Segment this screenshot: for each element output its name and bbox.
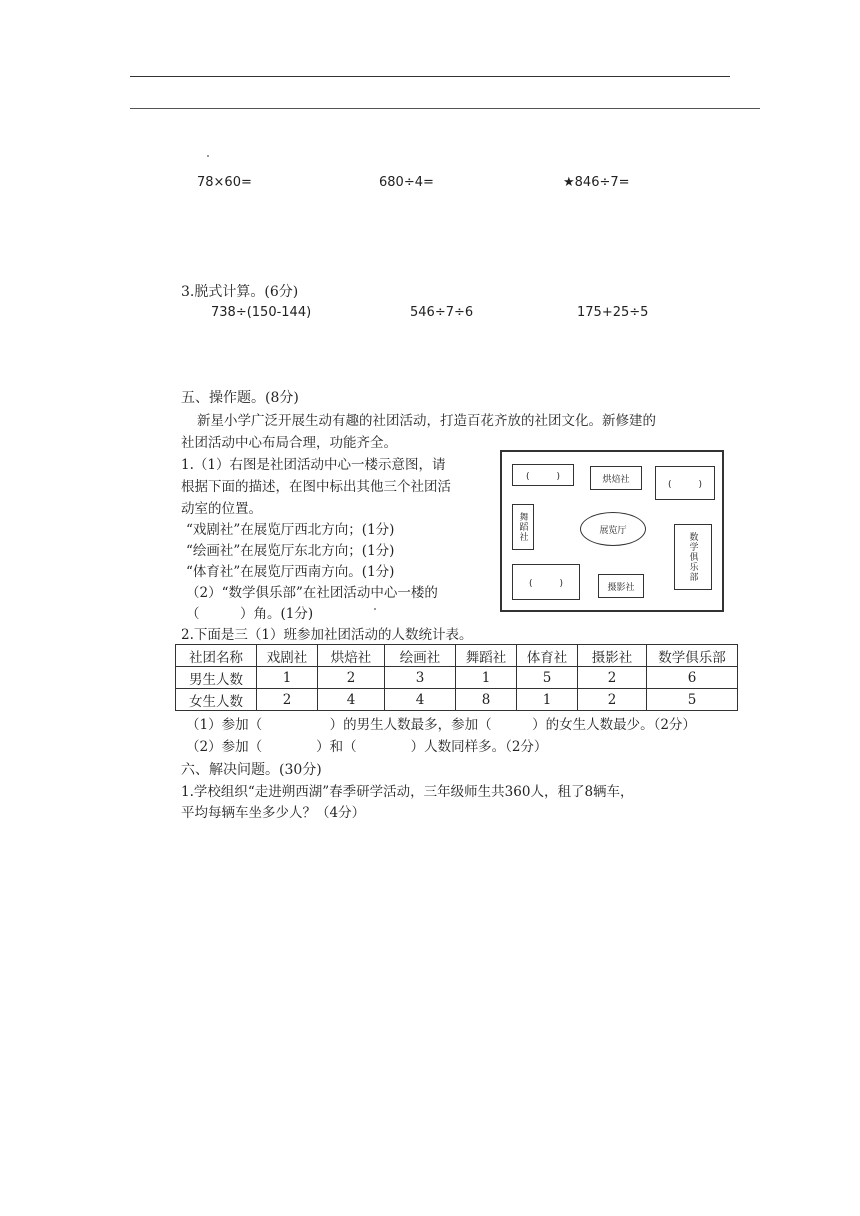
speck xyxy=(207,155,209,157)
table-header-cell: 体育社 xyxy=(517,645,578,667)
table-cell: 4 xyxy=(318,689,385,711)
table-cell: 5 xyxy=(647,689,738,711)
hint-drama: “戏剧社”在展览厅西北方向；(1分) xyxy=(186,522,395,538)
table-cell: 男生人数 xyxy=(176,667,257,689)
table-header-cell: 摄影社 xyxy=(578,645,647,667)
table-cell: 8 xyxy=(456,689,517,711)
hint-painting: “绘画社”在展览厅东北方向；(1分) xyxy=(186,543,395,559)
table-cell: 4 xyxy=(385,689,456,711)
section5-intro-line1: 新星小学广泛开展生动有趣的社团活动，打造百花齐放的社团文化。新修建的 xyxy=(197,413,656,429)
q2-part2: （2）参加（ ）和（ ）人数同样多。（2分） xyxy=(186,739,548,755)
section3-item-3: 175+25÷5 xyxy=(577,305,649,320)
table-cell: 1 xyxy=(456,667,517,689)
map-room-blank-ne: ( ) xyxy=(655,466,715,500)
table-header-row xyxy=(176,645,738,667)
map-room-math-club: 数学俱乐部 xyxy=(674,524,712,590)
section3-item-2: 546÷7÷6 xyxy=(410,305,474,320)
table-cell: 5 xyxy=(517,667,578,689)
table-cell: 2 xyxy=(257,689,318,711)
table-cell: 1 xyxy=(257,667,318,689)
section5-intro-line2: 社团活动中心布局合理，功能齐全。 xyxy=(181,435,397,451)
map-hall: 展览厅 xyxy=(580,512,646,546)
speck xyxy=(374,608,376,610)
table-cell: 3 xyxy=(385,667,456,689)
q1-line1: 1.（1）右图是社团活动中心一楼示意图，请 xyxy=(181,457,446,473)
table-header-cell: 社团名称 xyxy=(176,645,257,667)
header-rule-bottom xyxy=(130,108,760,109)
calc-item-3: ★846÷7= xyxy=(563,175,630,190)
q1-line3: 动室的位置。 xyxy=(181,501,262,517)
stats-table xyxy=(175,644,738,711)
table-header-cell: 数学俱乐部 xyxy=(647,645,738,667)
map-room-blank-sw: ( ) xyxy=(512,564,580,600)
map-room-blank-nw: ( ) xyxy=(512,464,574,486)
calc-item-1: 78×60= xyxy=(197,175,252,190)
table-row xyxy=(176,667,738,689)
table-row xyxy=(176,689,738,711)
table-cell: 女生人数 xyxy=(176,689,257,711)
map-room-dance: 舞蹈社 xyxy=(512,504,534,550)
table-cell: 2 xyxy=(318,667,385,689)
q1b-line2: （ ）角。(1分) xyxy=(186,606,314,622)
q2-part1: （1）参加（ ）的男生人数最多，参加（ ）的女生人数最少。（2分） xyxy=(186,717,696,733)
map-room-photo: 摄影社 xyxy=(598,574,644,598)
map-room-baking: 烘焙社 xyxy=(590,466,642,490)
q1-line2: 根据下面的描述，在图中标出其他三个社团活 xyxy=(181,479,451,495)
table-cell: 1 xyxy=(517,689,578,711)
q2-title: 2.下面是三（1）班参加社团活动的人数统计表。 xyxy=(181,627,473,643)
table-header-cell: 戏剧社 xyxy=(257,645,318,667)
table-cell: 2 xyxy=(578,667,647,689)
calc-item-2: 680÷4= xyxy=(379,175,434,190)
section6-title: 六、解决问题。(30分) xyxy=(181,762,322,778)
section3-item-1: 738÷(150-144) xyxy=(211,305,312,320)
hint-sports: “体育社”在展览厅西南方向。(1分) xyxy=(186,564,395,580)
section3-title: 3.脱式计算。(6分) xyxy=(181,284,299,300)
table-cell: 2 xyxy=(578,689,647,711)
section6-q1-line2: 平均每辆车坐多少人？（4分） xyxy=(181,805,366,821)
section5-title: 五、操作题。(8分) xyxy=(181,390,299,406)
table-cell: 6 xyxy=(647,667,738,689)
table-header-cell: 绘画社 xyxy=(385,645,456,667)
table-header-cell: 烘焙社 xyxy=(318,645,385,667)
table-header-cell: 舞蹈社 xyxy=(456,645,517,667)
q1b-line1: （2）“数学俱乐部”在社团活动中心一楼的 xyxy=(186,585,438,601)
header-rule-top xyxy=(130,76,730,77)
section6-q1-line1: 1.学校组织“走进朔西湖”春季研学活动，三年级师生共360人，租了8辆车， xyxy=(181,784,634,800)
floor-map xyxy=(500,450,724,612)
